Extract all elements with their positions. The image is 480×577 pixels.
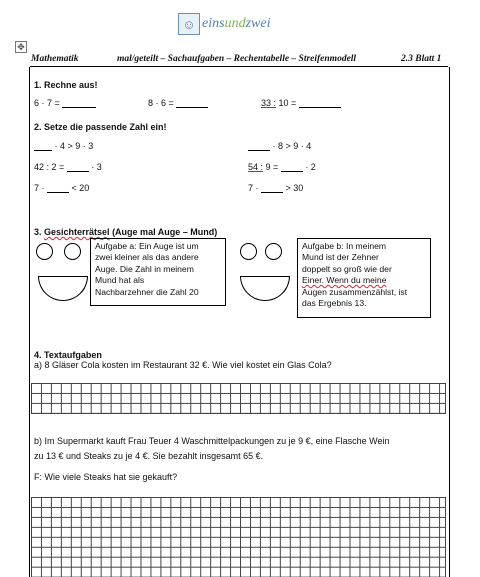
task-1c-text: 10 =	[278, 98, 297, 108]
section3-title-suffix: (Auge mal Auge – Mund)	[109, 227, 218, 237]
task-3a-line: Auge. Die Zahl in meinem	[95, 263, 194, 274]
logo-icon: ☺	[178, 13, 200, 35]
answer-blank-2-2l[interactable]	[67, 162, 89, 172]
answer-blank-2-3r[interactable]	[261, 183, 283, 193]
task-2-row1-right	[248, 141, 311, 151]
task-3b-line: Aufgabe b: In meinem	[302, 241, 387, 251]
section3-title	[34, 227, 217, 237]
section4-title: 4. Textaufgaben	[34, 350, 102, 360]
header-page: 2.3 Blatt 1	[401, 54, 442, 64]
task-2-row3-left	[34, 183, 89, 193]
logo-text-3: zwei	[245, 16, 271, 31]
answer-blank-2-3l[interactable]	[47, 183, 69, 193]
answer-blank-2-1l[interactable]	[34, 141, 52, 151]
face-b-right-eye[interactable]	[265, 243, 282, 260]
answer-blank-1a[interactable]	[62, 98, 96, 108]
logo-text-2: und	[224, 16, 246, 31]
task-1a	[34, 98, 96, 108]
answer-blank-1b[interactable]	[176, 98, 208, 108]
task-2-row3-right	[248, 183, 303, 193]
task-2-row2-right-suffix: · 2	[305, 162, 316, 172]
task-3b-box	[297, 238, 431, 318]
table-move-handle-icon[interactable]: ✥	[15, 41, 27, 53]
task-2-row2-right-prefix: 9 =	[263, 162, 279, 172]
task-2-row3-right-prefix: 7 ·	[248, 183, 259, 193]
task-2-row2-left-prefix: 42 : 2 =	[34, 162, 65, 172]
task-2-row2-left	[34, 162, 102, 172]
answer-blank-2-1r[interactable]	[248, 141, 270, 151]
section3-title-prefix: 3.	[34, 227, 45, 237]
answer-blank-1c[interactable]	[299, 98, 341, 108]
task-2-row3-left-prefix: 7 ·	[34, 183, 45, 193]
task-3a-box	[90, 238, 226, 306]
task-3a-line: zwei kleiner als das andere	[95, 252, 199, 263]
logo	[178, 12, 270, 36]
face-a-left-eye[interactable]	[36, 243, 53, 260]
task-2-row2-right-underlined: 54 :	[248, 162, 264, 172]
task-2-row3-left-suffix: < 20	[71, 183, 90, 193]
answer-grid-4a[interactable]	[31, 383, 446, 414]
header-subject: Mathematik	[31, 54, 79, 64]
answer-grid-4b[interactable]	[31, 497, 446, 577]
task-2-row2-left-suffix: · 3	[91, 162, 102, 172]
face-a-right-eye[interactable]	[64, 243, 81, 260]
task-3a-line: Aufgabe a: Ein Auge ist um	[95, 241, 199, 251]
task-4b-line1: b) Im Supermarkt kauft Frau Teuer 4 Waschmittelpackungen zu je 9 €, eine Flasche Wein	[34, 436, 390, 446]
task-3b-line: doppelt so groß wie der	[302, 263, 392, 274]
task-2-row1-left-text: · 4 > 9 · 3	[54, 141, 94, 151]
task-3a-line: Nachbarzehner die Zahl 20	[95, 286, 199, 297]
task-1a-text: 6 · 7 =	[34, 98, 60, 108]
header-topic: mal/geteilt – Sachaufgaben – Rechentabelle – Streifenmodell	[117, 54, 357, 64]
task-3b-line: das Ergebnis 13.	[302, 298, 367, 309]
logo-text-1: eins	[202, 16, 225, 31]
task-1b	[148, 98, 208, 108]
task-3b-line: Einer. Wenn du meine	[302, 275, 387, 286]
task-3b-line: Augen zusammenzählst, ist	[302, 286, 408, 297]
task-1c-underlined: 33 :	[261, 98, 277, 108]
task-4b-question: F: Wie viele Steaks hat sie gekauft?	[34, 472, 178, 482]
task-3a-line: Mund hat als	[95, 275, 145, 286]
task-2-row1-right-text: · 8 > 9 · 4	[272, 141, 312, 151]
task-2-row1-left	[34, 141, 93, 151]
task-3b-line: Mund ist der Zehner	[302, 252, 379, 263]
task-2-row3-right-suffix: > 30	[285, 183, 304, 193]
task-1b-text: 8 · 6 =	[148, 98, 174, 108]
answer-blank-2-2r[interactable]	[281, 162, 303, 172]
section1-title: 1. Rechne aus!	[34, 80, 98, 90]
section3-title-word: Gesichterrätsel	[44, 227, 110, 237]
task-4b-line2: zu 13 € und Steaks zu je 4 €. Sie bezahlt insgesamt 65 €.	[34, 451, 264, 461]
task-1c	[261, 98, 341, 108]
task-2-row2-right	[248, 162, 316, 172]
face-b-left-eye[interactable]	[240, 243, 257, 260]
task-4a-text: a) 8 Gläser Cola kosten im Restaurant 32 €. Wie viel kostet ein Glas Cola?	[34, 360, 332, 370]
section2-title: 2. Setze die passende Zahl ein!	[34, 122, 167, 132]
